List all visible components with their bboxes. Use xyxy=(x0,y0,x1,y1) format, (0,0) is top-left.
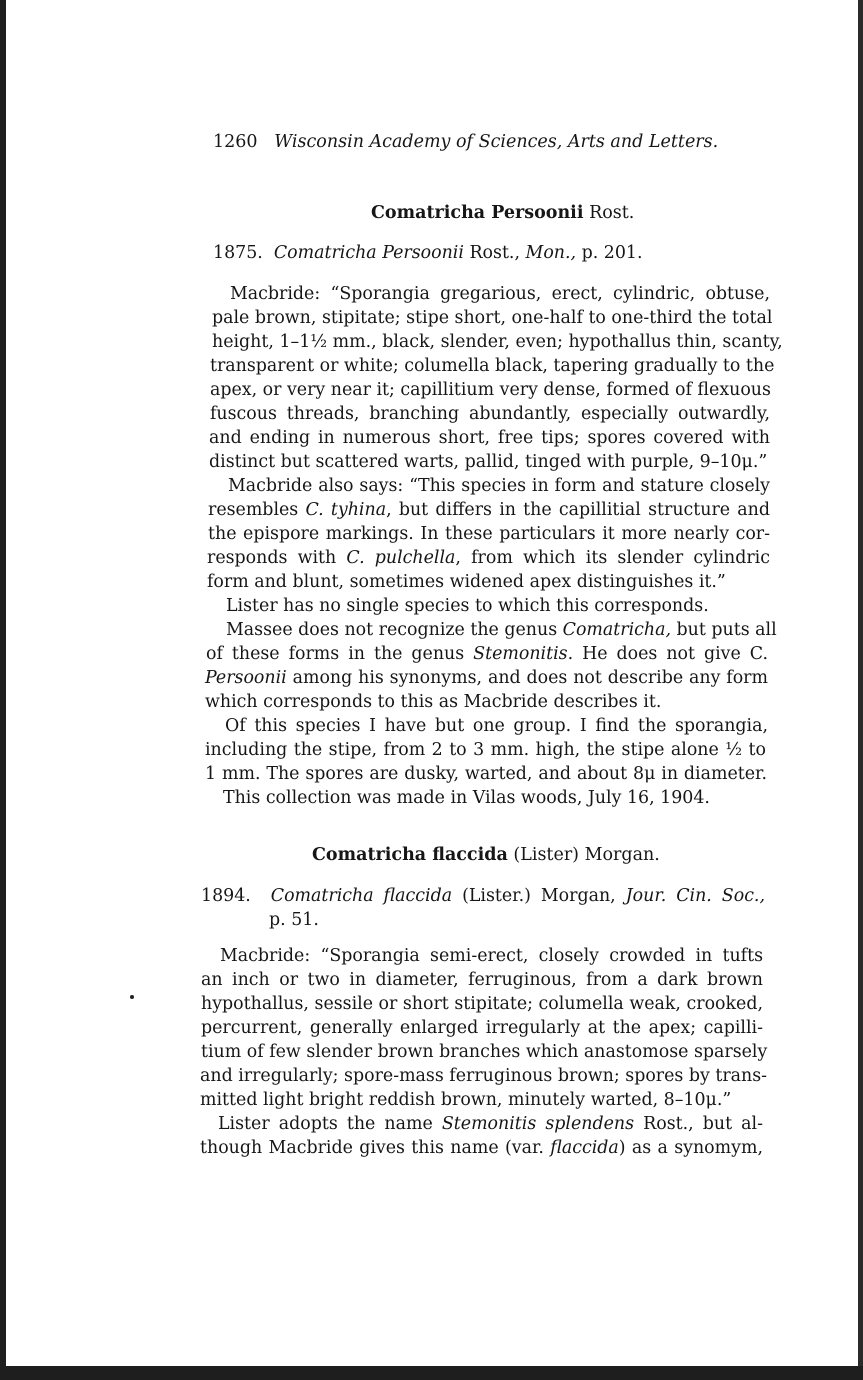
text-line: Lister has no single species to which this corresponds. xyxy=(226,596,709,616)
text-line: resembles C. tyhina, but differs in the capillitial structure and xyxy=(208,500,770,520)
running-title: Wisconsin Academy of Sciences, Arts and Letters. xyxy=(274,132,719,152)
text-line: though Macbride gives this name (var. flaccida) as a synomym, xyxy=(200,1138,763,1158)
text-line: percurrent, generally enlarged irregularly at the apex; capilli- xyxy=(201,1018,763,1038)
scan-speck xyxy=(130,995,134,999)
text-line: the epispore markings. In these particulars it more nearly cor- xyxy=(208,524,770,544)
text-line: distinct but scattered warts, pallid, tinged with purple, 9–10μ.” xyxy=(209,452,768,472)
scan-edge-left xyxy=(0,0,6,1380)
text-line: fuscous threads, branching abundantly, especially outwardly, xyxy=(210,404,770,424)
text-line: 1 mm. The spores are dusky, warted, and about 8μ in diameter. xyxy=(205,764,767,784)
scan-edge-right xyxy=(858,0,863,1380)
citation-flaccida: 1894. Comatricha flaccida (Lister.) Morgan, Jour. Cin. Soc., xyxy=(201,886,765,906)
section-heading-flaccida: Comatricha flaccida (Lister) Morgan. xyxy=(312,845,660,865)
text-line: This collection was made in Vilas woods, July 16, 1904. xyxy=(223,788,710,808)
text-line: and ending in numerous short, free tips; spores covered with xyxy=(209,428,770,448)
text-line: Massee does not recognize the genus Comatricha, but puts all xyxy=(226,620,777,640)
scan-edge-bottom xyxy=(0,1366,863,1380)
text-line: Lister adopts the name Stemonitis splendens Rost., but al- xyxy=(218,1114,763,1134)
text-line: form and blunt, sometimes widened apex distinguishes it.” xyxy=(207,572,726,592)
text-line: mitted light bright reddish brown, minutely warted, 8–10μ.” xyxy=(200,1090,732,1110)
section-heading-persoonii: Comatricha Persoonii Rost. xyxy=(371,203,635,223)
text-line: tium of few slender brown branches which anastomose sparsely xyxy=(201,1042,768,1062)
text-line: responds with C. pulchella, from which its slender cylindric xyxy=(207,548,770,568)
page-number: 1260 xyxy=(213,132,258,152)
citation-persoonii: 1875. Comatricha Persoonii Rost., Mon., p. 201. xyxy=(213,243,643,263)
text-line: Macbride also says: “This species in form and stature closely xyxy=(228,476,770,496)
citation-flaccida-page: p. 51. xyxy=(269,910,319,930)
text-line: an inch or two in diameter, ferruginous, from a dark brown xyxy=(201,970,763,990)
running-head xyxy=(213,130,718,154)
text-line: hypothallus, sessile or short stipitate; columella weak, crooked, xyxy=(201,994,763,1014)
text-line: Macbride: “Sporangia semi-erect, closely crowded in tufts xyxy=(220,946,763,966)
text-line: pale brown, stipitate; stipe short, one-half to one-third the total xyxy=(212,308,773,328)
text-line: Macbride: “Sporangia gregarious, erect, cylindric, obtuse, xyxy=(230,284,770,304)
text-line: Of this species I have but one group. I find the sporangia, xyxy=(225,716,768,736)
text-line: height, 1–1½ mm., black, slender, even; hypothallus thin, scanty, xyxy=(212,332,783,352)
text-line: and irregularly; spore-mass ferruginous brown; spores by trans- xyxy=(200,1066,768,1086)
text-line: which corresponds to this as Macbride describes it. xyxy=(205,692,662,712)
text-line: of these forms in the genus Stemonitis. He does not give C. xyxy=(206,644,768,664)
text-line: Persoonii among his synonyms, and does not describe any form xyxy=(205,668,768,688)
text-line: transparent or white; columella black, tapering gradually to the xyxy=(210,356,775,376)
text-line: including the stipe, from 2 to 3 mm. high, the stipe alone ½ to xyxy=(205,740,766,760)
text-line: apex, or very near it; capillitium very dense, formed of flexuous xyxy=(210,380,771,400)
